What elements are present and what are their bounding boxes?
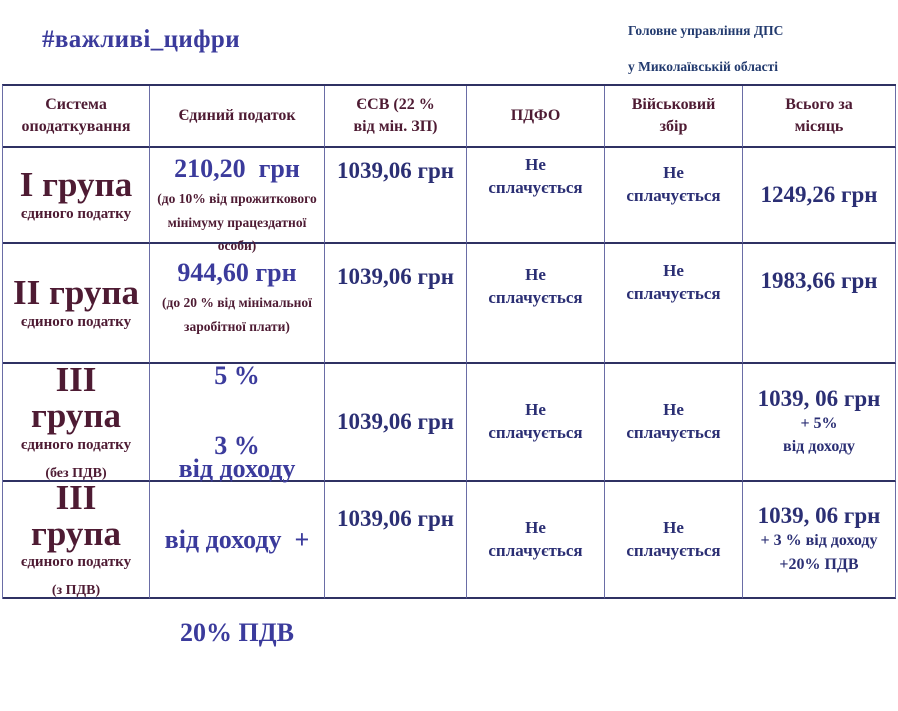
group-sublabel: єдиного податку [20, 205, 132, 222]
single-tax-note-line: заробітної плати) [184, 318, 290, 334]
single-tax-note-line: (до 10% від прожиткового [157, 191, 317, 206]
status-line: сплачується [488, 177, 583, 197]
col-header-pdfo [467, 86, 605, 148]
military-status [626, 260, 720, 306]
row1-esv-cell [325, 148, 467, 244]
col-header-single-tax [150, 86, 325, 148]
status-line: сплачується [626, 185, 721, 205]
total-extra-line: від доходу [783, 438, 855, 455]
org-name-line1: Головне управління ДПС [628, 23, 784, 38]
col-header-text: Єдиний податок [178, 107, 296, 125]
row3-military-cell [605, 364, 743, 482]
col-header-text: ЄСВ (22 % [356, 96, 435, 114]
pdfo-status [488, 399, 582, 445]
pdfo-status [488, 154, 582, 200]
status-line: Не [525, 265, 546, 284]
total-extra [783, 412, 855, 458]
col-header-system [3, 86, 150, 148]
row2-esv-cell [325, 244, 467, 364]
military-status [626, 399, 720, 445]
status-line: Не [663, 163, 684, 182]
group-name: ІІІ група [30, 360, 122, 435]
military-status [626, 162, 720, 208]
row1-group-cell [3, 148, 150, 244]
single-tax-rate [165, 368, 310, 711]
org-name [628, 13, 783, 85]
tax-table [2, 84, 896, 648]
row3-pdfo-cell [467, 364, 605, 482]
row1-military-cell [605, 148, 743, 244]
row3-total-cell [743, 364, 896, 482]
status-line: Не [525, 155, 546, 174]
single-tax-rate-line: 5 % [214, 360, 260, 390]
status-line: сплачується [626, 423, 721, 442]
total-extra-line: + 5% [800, 414, 838, 432]
col-header-text: місяць [794, 118, 844, 135]
single-tax-note-line: (до 20 % від мінімальної [162, 295, 312, 310]
row1-pdfo-cell [467, 148, 605, 244]
esv-amount: 1039,06 грн [337, 158, 454, 183]
esv-amount: 1039,06 грн [337, 264, 454, 289]
total-amount: 1249,26 грн [760, 182, 878, 207]
row4-single-tax-cell [150, 431, 325, 648]
col-header-military [605, 86, 743, 148]
col-header-text: збір [659, 118, 688, 135]
status-line: сплачується [626, 283, 721, 303]
military-status [626, 517, 720, 563]
row2-pdfo-cell [467, 244, 605, 364]
single-tax-rate-line: від доходу [178, 454, 296, 484]
status-line: сплачується [488, 540, 583, 560]
group-name: ІІІ група [30, 477, 122, 553]
total-amount: 1039, 06 грн [757, 503, 881, 529]
col-header-text: Всього за [785, 96, 853, 114]
row2-total-cell [743, 244, 896, 364]
row4-group-cell [3, 477, 150, 599]
status-line: Не [525, 517, 546, 537]
status-line: Не [525, 400, 546, 420]
single-tax-amount: 944,60 грн [177, 258, 297, 287]
single-tax-amount: 210,20 грн [174, 154, 300, 183]
single-tax-rate-line: 3 % [214, 431, 260, 461]
row2-group-cell [3, 244, 150, 364]
total-amount: 1983,66 грн [760, 268, 878, 293]
row4-esv-cell [325, 482, 467, 599]
esv-amount: 1039,06 грн [337, 409, 454, 434]
group-note: (без ПДВ) [45, 465, 107, 481]
group-sublabel: єдиного податку [20, 554, 132, 571]
single-tax-note-line: мінімуму працездатної особи) [167, 214, 307, 254]
status-line: сплачується [488, 287, 583, 307]
row4-military-cell [605, 482, 743, 599]
pdfo-status [488, 517, 582, 563]
status-line: Не [663, 517, 684, 537]
row2-military-cell [605, 244, 743, 364]
org-name-line2: у Миколаївській області [628, 59, 779, 74]
group-sublabel: єдиного податку [20, 313, 132, 330]
total-amount: 1039, 06 грн [757, 385, 881, 411]
pdfo-status [488, 264, 582, 310]
status-line: Не [663, 261, 684, 280]
group-sublabel: єдиного податку [20, 436, 132, 453]
row1-total-cell [743, 148, 896, 244]
row4-total-cell [743, 482, 896, 599]
group-note: (з ПДВ) [51, 583, 101, 599]
total-extra-line: + 3 % від доходу [760, 532, 878, 550]
row1-single-tax-cell [150, 148, 325, 254]
group-name: ІІ група [12, 273, 140, 313]
col-header-text: Військовий [631, 96, 716, 114]
single-tax-rate-line: від доходу + [164, 524, 310, 554]
status-line: Не [663, 400, 684, 420]
col-header-text: Система [45, 96, 107, 114]
total-extra-line: +20% ПДВ [779, 555, 859, 573]
status-line: сплачується [626, 540, 721, 560]
status-line: сплачується [488, 423, 583, 442]
group-name: І група [19, 165, 133, 205]
esv-amount: 1039,06 грн [337, 506, 454, 531]
page-title: #важливі_цифри [42, 26, 241, 53]
row3-esv-cell [325, 364, 467, 482]
col-header-total [743, 86, 896, 148]
col-header-text: від мін. ЗП) [353, 118, 438, 135]
col-header-text: ПДФО [510, 107, 561, 125]
row4-pdfo-cell [467, 482, 605, 599]
col-header-text: оподаткування [21, 118, 131, 135]
row3-group-cell [3, 360, 150, 482]
total-extra [760, 529, 877, 575]
single-tax-rate-line: 20% ПДВ [180, 618, 294, 648]
col-header-esv [325, 86, 467, 148]
